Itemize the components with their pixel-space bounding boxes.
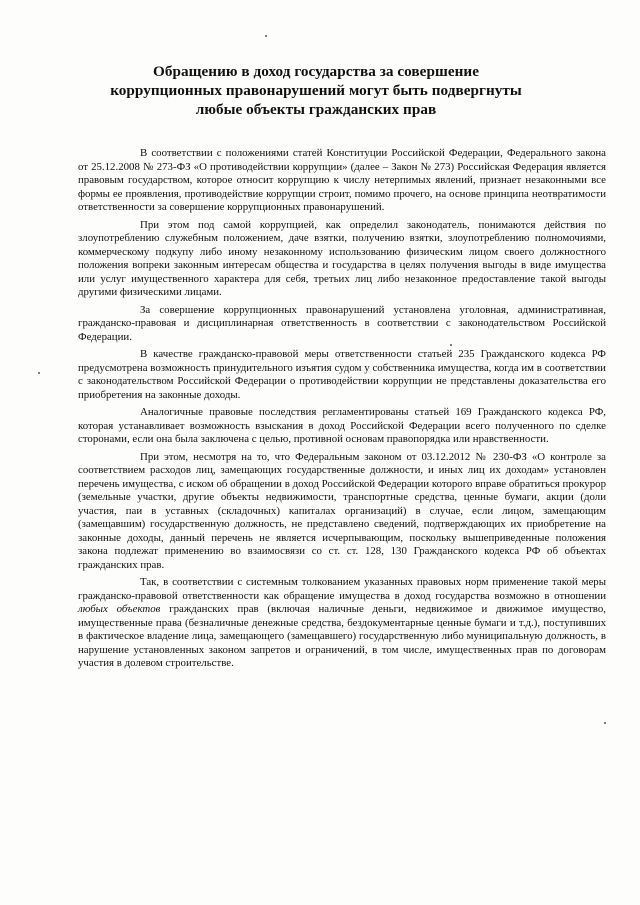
paragraph-7-text-before: Так, в соответствии с системным толкованием указанных правовых норм применение такой меры гражданско-правовой ответственности как обращение имущества в доход государства возможно в отношении <box>78 576 606 602</box>
scan-speck <box>265 35 267 37</box>
paragraph-2: При этом под самой коррупцией, как определил законодатель, понимаются действия по злоупотреблению служебным положением, даче взятки, получению взятки, злоупотреблению полномочиями, коммерческому подкупу либо иному незаконному использованию физическим лицом своего должностного положения вопреки законным интересам общества и государства в целях получения выгоды в виде имущества или услуг имущественного характера для себя, третьих лиц либо незаконное предоставление такой выгоды другими физическими лицами. <box>78 218 606 298</box>
paragraph-7-text-after: гражданских прав (включая наличные деньги, недвижимое и движимое имущество, имущественные права (безналичные денежные средства, бездокументарные ценные бумаги и т.д.), поступивших в фактическое владение лица, замещающего (замещавшего) государственную либо муниципальную должность, в нарушение установленных законом запретов и ограничений, в том числе, имущественных прав по договорам участия в долевом строительстве. <box>78 603 606 669</box>
paragraph-7-emphasis: любых объектов <box>78 603 161 615</box>
paragraph-4: В качестве гражданско-правовой меры ответственности статьей 235 Гражданского кодекса РФ предусмотрена возможность принудительного изъятия судом у собственника имущества, когда им в соответствии с законодательством Российской Федерации о противодействии коррупции не представлены доказательства его приобретения на законные доходы. <box>78 348 606 401</box>
scan-speck <box>604 722 606 724</box>
scan-speck <box>450 344 452 346</box>
paragraph-5: Аналогичные правовые последствия регламентированы статьей 169 Гражданского кодекса РФ, которая устанавливает возможность взыскания в доход Российской Федерации всего полученного по сделке сторонами, если она была заключена с целью, противной основам правопорядка или нравственности. <box>78 406 606 445</box>
document-title: Обращению в доход государства за совершение коррупционных правонарушений могут быть подвергнуты любые объекты гражданских прав <box>110 63 522 118</box>
paragraph-3: За совершение коррупционных правонарушений установлена уголовная, административная, гражданско-правовая и дисциплинарная ответственность в соответствии с законодательством Российской Федерации. <box>78 303 606 343</box>
paragraph-6: При этом, несмотря на то, что Федеральным законом от 03.12.2012 № 230-ФЗ «О контроле за соответствием расходов лиц, замещающих государственные должности, и иных лиц их доходам» установлен перечень имущества, с иском об обращении в доход Российской Федерации которого вправе обратиться прокурор (земельные участки, другие объекты недвижимости, транспортные средства, ценные бумаги, акции (доли участия, паи в уставных (складочных) капиталах организаций) в случае, если лицом, замещающим (замещавшим) государственную должность, не представлено сведений, подтверждающих их приобретение на законные доходы, данный перечень не является исчерпывающим, поскольку вышеприведенные положения закона подлежат применению во взаимосвязи со ст. ст. 128, 130 Гражданского кодекса РФ об объектах гражданских прав. <box>78 450 606 571</box>
document-body <box>78 147 606 671</box>
paragraph-7 <box>78 576 606 671</box>
paragraph-1: В соответствии с положениями статей Конституции Российской Федерации, Федерального закона от 25.12.2008 № 273-ФЗ «О противодействии коррупции» (далее – Закон № 273) Российская Федерация является правовым государством, которое относит коррупцию к числу нетерпимых явлений, признает незаконными все формы ее проявления, противодействие коррупции строит, помимо прочего, на основе принципа неотвратимости ответственности за совершение коррупционных правонарушений. <box>78 147 606 213</box>
scan-speck <box>38 372 40 374</box>
